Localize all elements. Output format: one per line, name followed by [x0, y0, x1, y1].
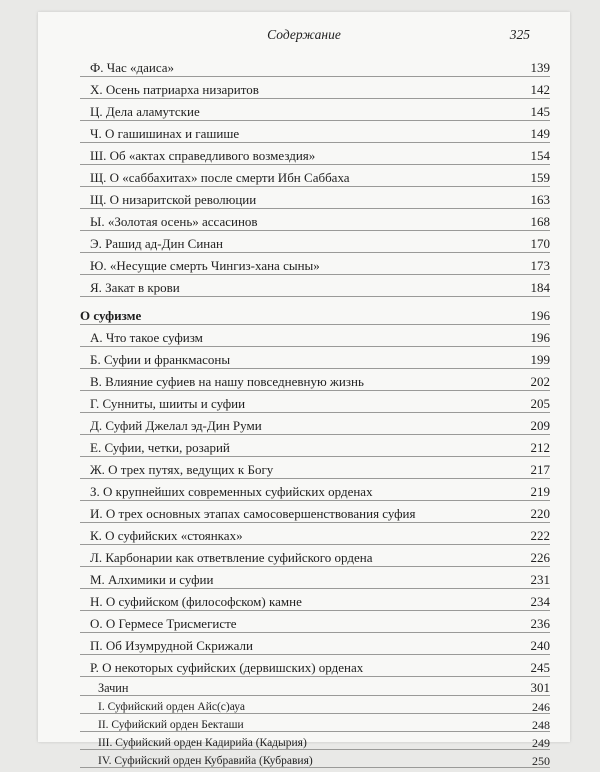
toc-entry: [80, 479, 550, 501]
toc-entry-page: 220: [530, 506, 550, 521]
toc-entry-page: 249: [532, 736, 550, 750]
toc-entry-page: 163: [530, 192, 550, 207]
toc-entry-page: 142: [530, 82, 550, 97]
toc-entry-page: 246: [532, 700, 550, 714]
toc-entry-page: 149: [530, 126, 550, 141]
toc-subentry-label: IV. Суфийский орден Кубравийа (Кубравия): [98, 755, 313, 767]
toc-entry: [80, 209, 550, 231]
toc-entry-page: 226: [530, 550, 550, 565]
table-of-contents: [80, 55, 550, 768]
toc-entry-label: В. Влияние суфиев на нашу повседневную жизнь: [90, 374, 364, 389]
toc-entry-page: 196: [530, 330, 550, 345]
toc-entry-label: Б. Суфии и франкмасоны: [90, 352, 231, 367]
toc-entry-page: 212: [530, 440, 550, 455]
toc-entry: [80, 611, 550, 633]
toc-entry: [80, 99, 550, 121]
toc-subentry: [80, 696, 550, 714]
toc-entry-label: М. Алхимики и суфии: [90, 572, 214, 587]
toc-section-heading: [80, 303, 550, 325]
toc-entry: [80, 165, 550, 187]
toc-entry-page: 245: [530, 660, 550, 675]
toc-subentry-label: III. Суфийский орден Кадирийа (Кадырия): [98, 737, 307, 749]
toc-entry-page: 250: [532, 754, 550, 768]
toc-subentry: [80, 750, 550, 768]
toc-entry-label: З. О крупнейших современных суфийских орденах: [90, 484, 373, 499]
toc-entry: [80, 413, 550, 435]
toc-entry: [80, 369, 550, 391]
toc-entry-page: 184: [530, 280, 550, 295]
toc-entry: [80, 457, 550, 479]
toc-entry-label: Э. Рашид ад-Дин Синан: [90, 236, 223, 251]
toc-entry-label: Х. Осень патриарха низаритов: [90, 82, 259, 97]
toc-entry-label: Р. О некоторых суфийских (дервишских) орденах: [90, 660, 364, 675]
toc-entry-page: 248: [532, 718, 550, 732]
toc-entry-page: 168: [530, 214, 550, 229]
toc-entry-page: 217: [530, 462, 550, 477]
toc-entry-label: Ю. «Несущие смерть Чингиз-хана сыны»: [90, 258, 320, 273]
toc-entry-label: Е. Суфии, четки, розарий: [90, 440, 230, 455]
toc-entry-label: Д. Суфий Джелал эд-Дин Руми: [90, 418, 262, 433]
toc-entry-page: 222: [530, 528, 550, 543]
toc-entry-label: Ы. «Золотая осень» ассасинов: [90, 214, 258, 229]
toc-entry: [80, 567, 550, 589]
toc-entry-page: 159: [530, 170, 550, 185]
toc-entry-page: 205: [530, 396, 550, 411]
header-page-number: 325: [509, 27, 530, 42]
toc-subentry: [80, 732, 550, 750]
toc-entry-page: 170: [530, 236, 550, 251]
toc-entry-page: 209: [530, 418, 550, 433]
toc-entry: [80, 121, 550, 143]
toc-entry-label: Я. Закат в крови: [90, 280, 180, 295]
toc-entry-label: Л. Карбонарии как ответвление суфийского ордена: [90, 550, 373, 565]
toc-entry-label: Щ. О «саббахитах» после смерти Ибн Саббаха: [90, 170, 350, 185]
toc-subentry: [80, 714, 550, 732]
toc-entry: [80, 435, 550, 457]
toc-entry-label: К. О суфийских «стоянках»: [90, 528, 243, 543]
toc-entry-page: 301: [530, 680, 550, 695]
book-page: [38, 12, 570, 768]
toc-entry-label: Ш. Об «актах справедливого возмездия»: [90, 148, 316, 163]
toc-entry-page: 240: [530, 638, 550, 653]
toc-entry-page: 236: [530, 616, 550, 631]
toc-entry: [80, 655, 550, 677]
toc-entry: [80, 501, 550, 523]
toc-entry: [80, 77, 550, 99]
toc-subentry-label: Зачин: [98, 681, 129, 695]
toc-entry: [80, 253, 550, 275]
toc-entry: [80, 523, 550, 545]
toc-subentry-label: II. Суфийский орден Бекташи: [98, 719, 244, 731]
toc-entry-label: Ж. О трех путях, ведущих к Богу: [90, 462, 274, 477]
toc-entry-page: 196: [530, 308, 550, 323]
toc-entry-page: 154: [530, 148, 550, 163]
toc-entry-label: Г. Сунниты, шииты и суфии: [90, 396, 246, 411]
toc-entry-label: А. Что такое суфизм: [90, 330, 203, 345]
toc-entry: [80, 275, 550, 297]
toc-entry: [80, 633, 550, 655]
toc-entry: [80, 391, 550, 413]
toc-entry-page: 139: [530, 60, 550, 75]
toc-entry-label: Ц. Дела аламутские: [90, 104, 200, 119]
toc-entry-label: Ч. О гашишинах и гашише: [90, 126, 240, 141]
toc-entry-label: И. О трех основных этапах самосовершенствования суфия: [90, 506, 416, 521]
toc-entry-label: Ф. Час «даиса»: [90, 60, 175, 75]
toc-entry: [80, 143, 550, 165]
toc-entry-page: 145: [530, 104, 550, 119]
toc-subentry-label: I. Суфийский орден Айс(с)ауа: [98, 701, 245, 713]
toc-entry: [80, 231, 550, 253]
toc-entry-page: 202: [530, 374, 550, 389]
toc-entry: [80, 325, 550, 347]
toc-entry: [80, 545, 550, 567]
running-header: [38, 27, 570, 47]
toc-entry-label: Н. О суфийском (философском) камне: [90, 594, 302, 609]
toc-entry-page: 234: [530, 594, 550, 609]
toc-entry: [80, 347, 550, 369]
toc-entry-label: П. Об Изумрудной Скрижали: [90, 638, 253, 653]
toc-entry: [80, 55, 550, 77]
toc-entry-page: 173: [530, 258, 550, 273]
toc-entry-page: 231: [530, 572, 550, 587]
toc-entry-label: Щ. О низаритской революции: [90, 192, 257, 207]
header-title: Содержание: [267, 27, 341, 42]
toc-entry-page: 219: [530, 484, 550, 499]
toc-section-label: О суфизме: [80, 308, 142, 323]
toc-entry-label: О. О Гермесе Трисмегисте: [90, 616, 237, 631]
toc-entry-page: 199: [530, 352, 550, 367]
toc-subentry: [80, 677, 550, 696]
toc-entry: [80, 187, 550, 209]
toc-entry: [80, 589, 550, 611]
